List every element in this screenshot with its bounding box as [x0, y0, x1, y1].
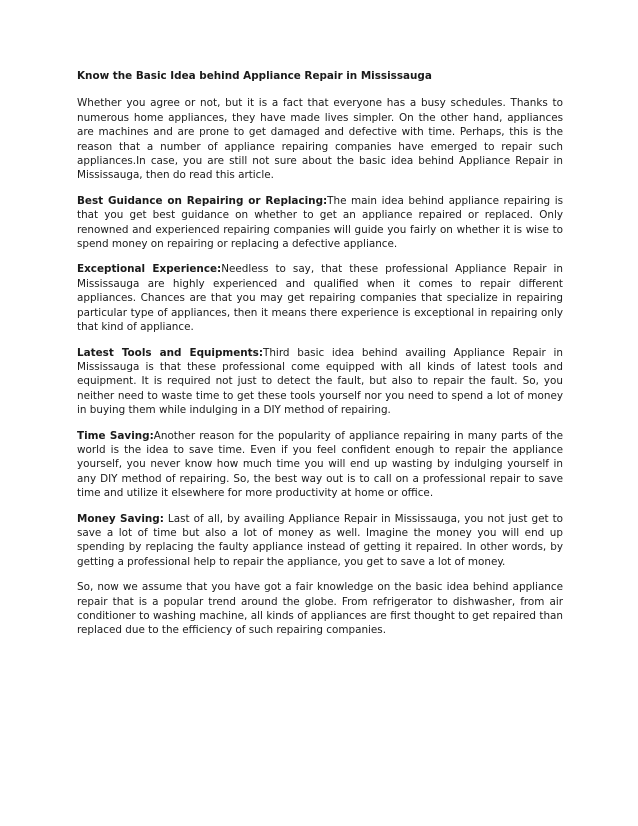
paragraph-lead: Time Saving: [77, 429, 154, 442]
paragraph-text: The main idea behind appliance repairing is that you get best guidance on whether to get an appliance repaired or replaced. Only renowned and experienced repairing companies will guide you fairly on whether it is wise to spend money on repairing or replacing a defective appliance. [77, 194, 563, 251]
paragraph-lead: Latest Tools and Equipments: [77, 346, 263, 359]
paragraph-lead: Exceptional Experience: [77, 263, 222, 276]
guidance-paragraph [77, 194, 563, 252]
paragraph-text: Whether you agree or not, but it is a fact that everyone has a busy schedules. Thanks to numerous home appliances, they have made lives simpler. On the other hand, appliances are machines and are prone to get damaged and defective with time. Perhaps, this is the reason that a number of appliance repairing companies have emerged to repair such appliances.In case, you are still not sure about the basic idea behind Appliance Repair in Mississauga, then do read this article. [77, 97, 563, 182]
conclusion-paragraph [77, 580, 563, 638]
experience-paragraph [77, 262, 563, 334]
document-title: Know the Basic Idea behind Appliance Repair in Mississauga [77, 70, 432, 82]
money-saving-paragraph [77, 512, 563, 570]
time-saving-paragraph [77, 429, 563, 501]
paragraph-text: Third basic idea behind availing Appliance Repair in Mississauga is that these professional come equipped with all kinds of latest tools and equipment. It is required not just to detect the fault, but also to repair the fault. So, you neither need to waste time to get these tools yourself nor you need to spend a lot of money in buying them while indulging in a DIY method of repairing. [77, 346, 563, 417]
paragraph-text: Last of all, by availing Appliance Repair in Mississauga, you not just get to save a lot of time but also a lot of money as well. Imagine the money you will end up spending by replacing the faulty appliance instead of getting it repaired. In other words, by getting a professional help to repair the appliance, you get to save a lot of money. [77, 512, 563, 568]
paragraph-text: So, now we assume that you have got a fair knowledge on the basic idea behind appliance repair that is a popular trend around the globe. From refrigerator to dishwasher, from air conditioner to washing machine, all kinds of appliances are first thought to get repaired than replaced due to the efficiency of such repairing companies. [77, 581, 563, 637]
paragraph-text: Another reason for the popularity of appliance repairing in many parts of the world is the idea to save time. Even if you feel confident enough to repair the appliance yourself, you never know how much time you will end up wasting by indulging yourself in any DIY method of repairing. So, the best way out is to call on a professional repair to save time and utilize it elsewhere for more productivity at home or office. [77, 429, 563, 500]
intro-paragraph [77, 96, 563, 182]
paragraph-lead: Best Guidance on Repairing or Replacing: [77, 194, 328, 207]
paragraph-text: Needless to say, that these professional Appliance Repair in Mississauga are highly experienced and qualified when it comes to repair different appliances. Chances are that you may get repairing companies that specialize in repairing particular type of appliances, then it means there experience is exceptional in repairing only that kind of appliance. [77, 263, 563, 334]
tools-paragraph [77, 346, 563, 418]
document-page [77, 69, 563, 649]
paragraph-lead: Money Saving: [77, 512, 164, 525]
